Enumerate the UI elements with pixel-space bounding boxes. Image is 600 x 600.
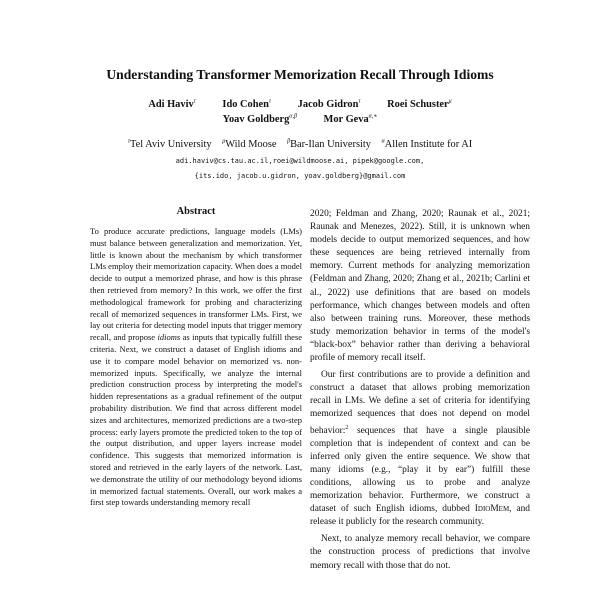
affiliation: $^\beta$Bar-Ilan University xyxy=(287,139,371,151)
body-paragraph: Our first contributions are to provide a definition and construct a dataset that allows probing memorization recall in LMs. We define a set of criteria for identifying memorized sequences that does not depend on model behavior:$^2$ sequences that have a single plausible completion that is independent of context and can be inferred only given the entire sequence. We show that many idioms (e.g., “play it by ear”) fulfill these conditions, allowing us to probe and analyze memorization behavior. Furthermore, we construct a dataset of such English idioms, dubbed IdioMem, and release it publicly for the research community. xyxy=(310,370,530,528)
affiliations xyxy=(0,139,600,150)
idioms-term: idioms xyxy=(157,332,181,343)
paper-title: Understanding Transformer Memorization Recall Through Idioms xyxy=(106,67,494,82)
right-column xyxy=(310,208,530,573)
body-paragraph: 2020; Feldman and Zhang, 2020; Raunak et al., 2021; Raunak and Menezes, 2022). Still, it is unknown when models decide to output memorized sequences, and how these sequences are being retrieved internally from memory. Current methods for analyzing memorization (Feldman and Zhang, 2020; Zhang et al., 2021b; Carlini et al., 2022) use definitions that are based on models performance, which changes between models and often also between training runs. Moreover, these methods study memorization behavior in terms of the model's “black-box” behavior rather than deriving a behavioral profile of memory recall itself. xyxy=(310,209,530,364)
author: Ido Cohen$^\tau$ xyxy=(222,99,272,111)
author: Roei Schuster$^\mu$ xyxy=(387,99,452,111)
affiliation: $^\alpha$Allen Institute for AI xyxy=(381,139,473,151)
abstract-body xyxy=(90,226,302,509)
affiliation: $^\mu$Wild Moose xyxy=(222,139,277,151)
author-list-row-1 xyxy=(0,99,600,110)
affiliation: $^\tau$Tel Aviv University xyxy=(127,139,212,151)
abstract-heading: Abstract xyxy=(176,206,216,217)
email-line: {its.ido, jacob.u.gidron, yoav.goldberg}@gmail.com xyxy=(194,172,406,180)
body-paragraph: Next, to analyze memory recall behavior, we compare the construction process of predictions that involve memory recall with those that do not. xyxy=(310,534,530,571)
author: Adi Haviv$^\tau$ xyxy=(148,99,196,111)
footnote-marker: 2 xyxy=(345,424,349,431)
author: Jacob Gidron$^\tau$ xyxy=(297,99,361,111)
email-line: adi.haviv@cs.tau.ac.il,roei@wildmoose.ai, pipek@google.com, xyxy=(175,157,425,165)
author: Mor Geva$^{\alpha,∗}$ xyxy=(323,114,378,126)
dataset-name: IdioMem xyxy=(474,504,510,515)
author: Yoav Goldberg$^{\alpha,\beta}$ xyxy=(222,114,297,126)
abstract-paragraph: To produce accurate predictions, language models (LMs) must balance between generalization and memorization. Yet, little is known about the mechanism by which transformer LMs employ their memorization capacity. When does a model decide to output a memorized phrase, and how is this phrase then retrieved from memory? In this work, we offer the first methodological framework for probing and characterizing recall of memorized sequences in transformer LMs. First, we lay out criteria for detecting model inputs that trigger memory recall, and propose idioms as inputs that typically fulfill these criteria. Next, we construct a dataset of English idioms and use it to compare model behavior on memorized vs. non-memorized inputs. Specifically, we analyze the internal prediction construction process by interpreting the model's hidden representations as a gradual refinement of the output probability distribution. We find that across different model sizes and architectures, memorized predictions are a two-step process: early layers promote the predicted token to the top of the output distribution, and upper layers increase model confidence. This suggests that memorized information is stored and retrieved in the early layers of the network. Last, we demonstrate the utility of our methodology beyond idioms in memorized factual statements. Overall, our work makes a first step towards understanding memory recall xyxy=(90,226,303,508)
author-list-row-2 xyxy=(0,113,600,125)
